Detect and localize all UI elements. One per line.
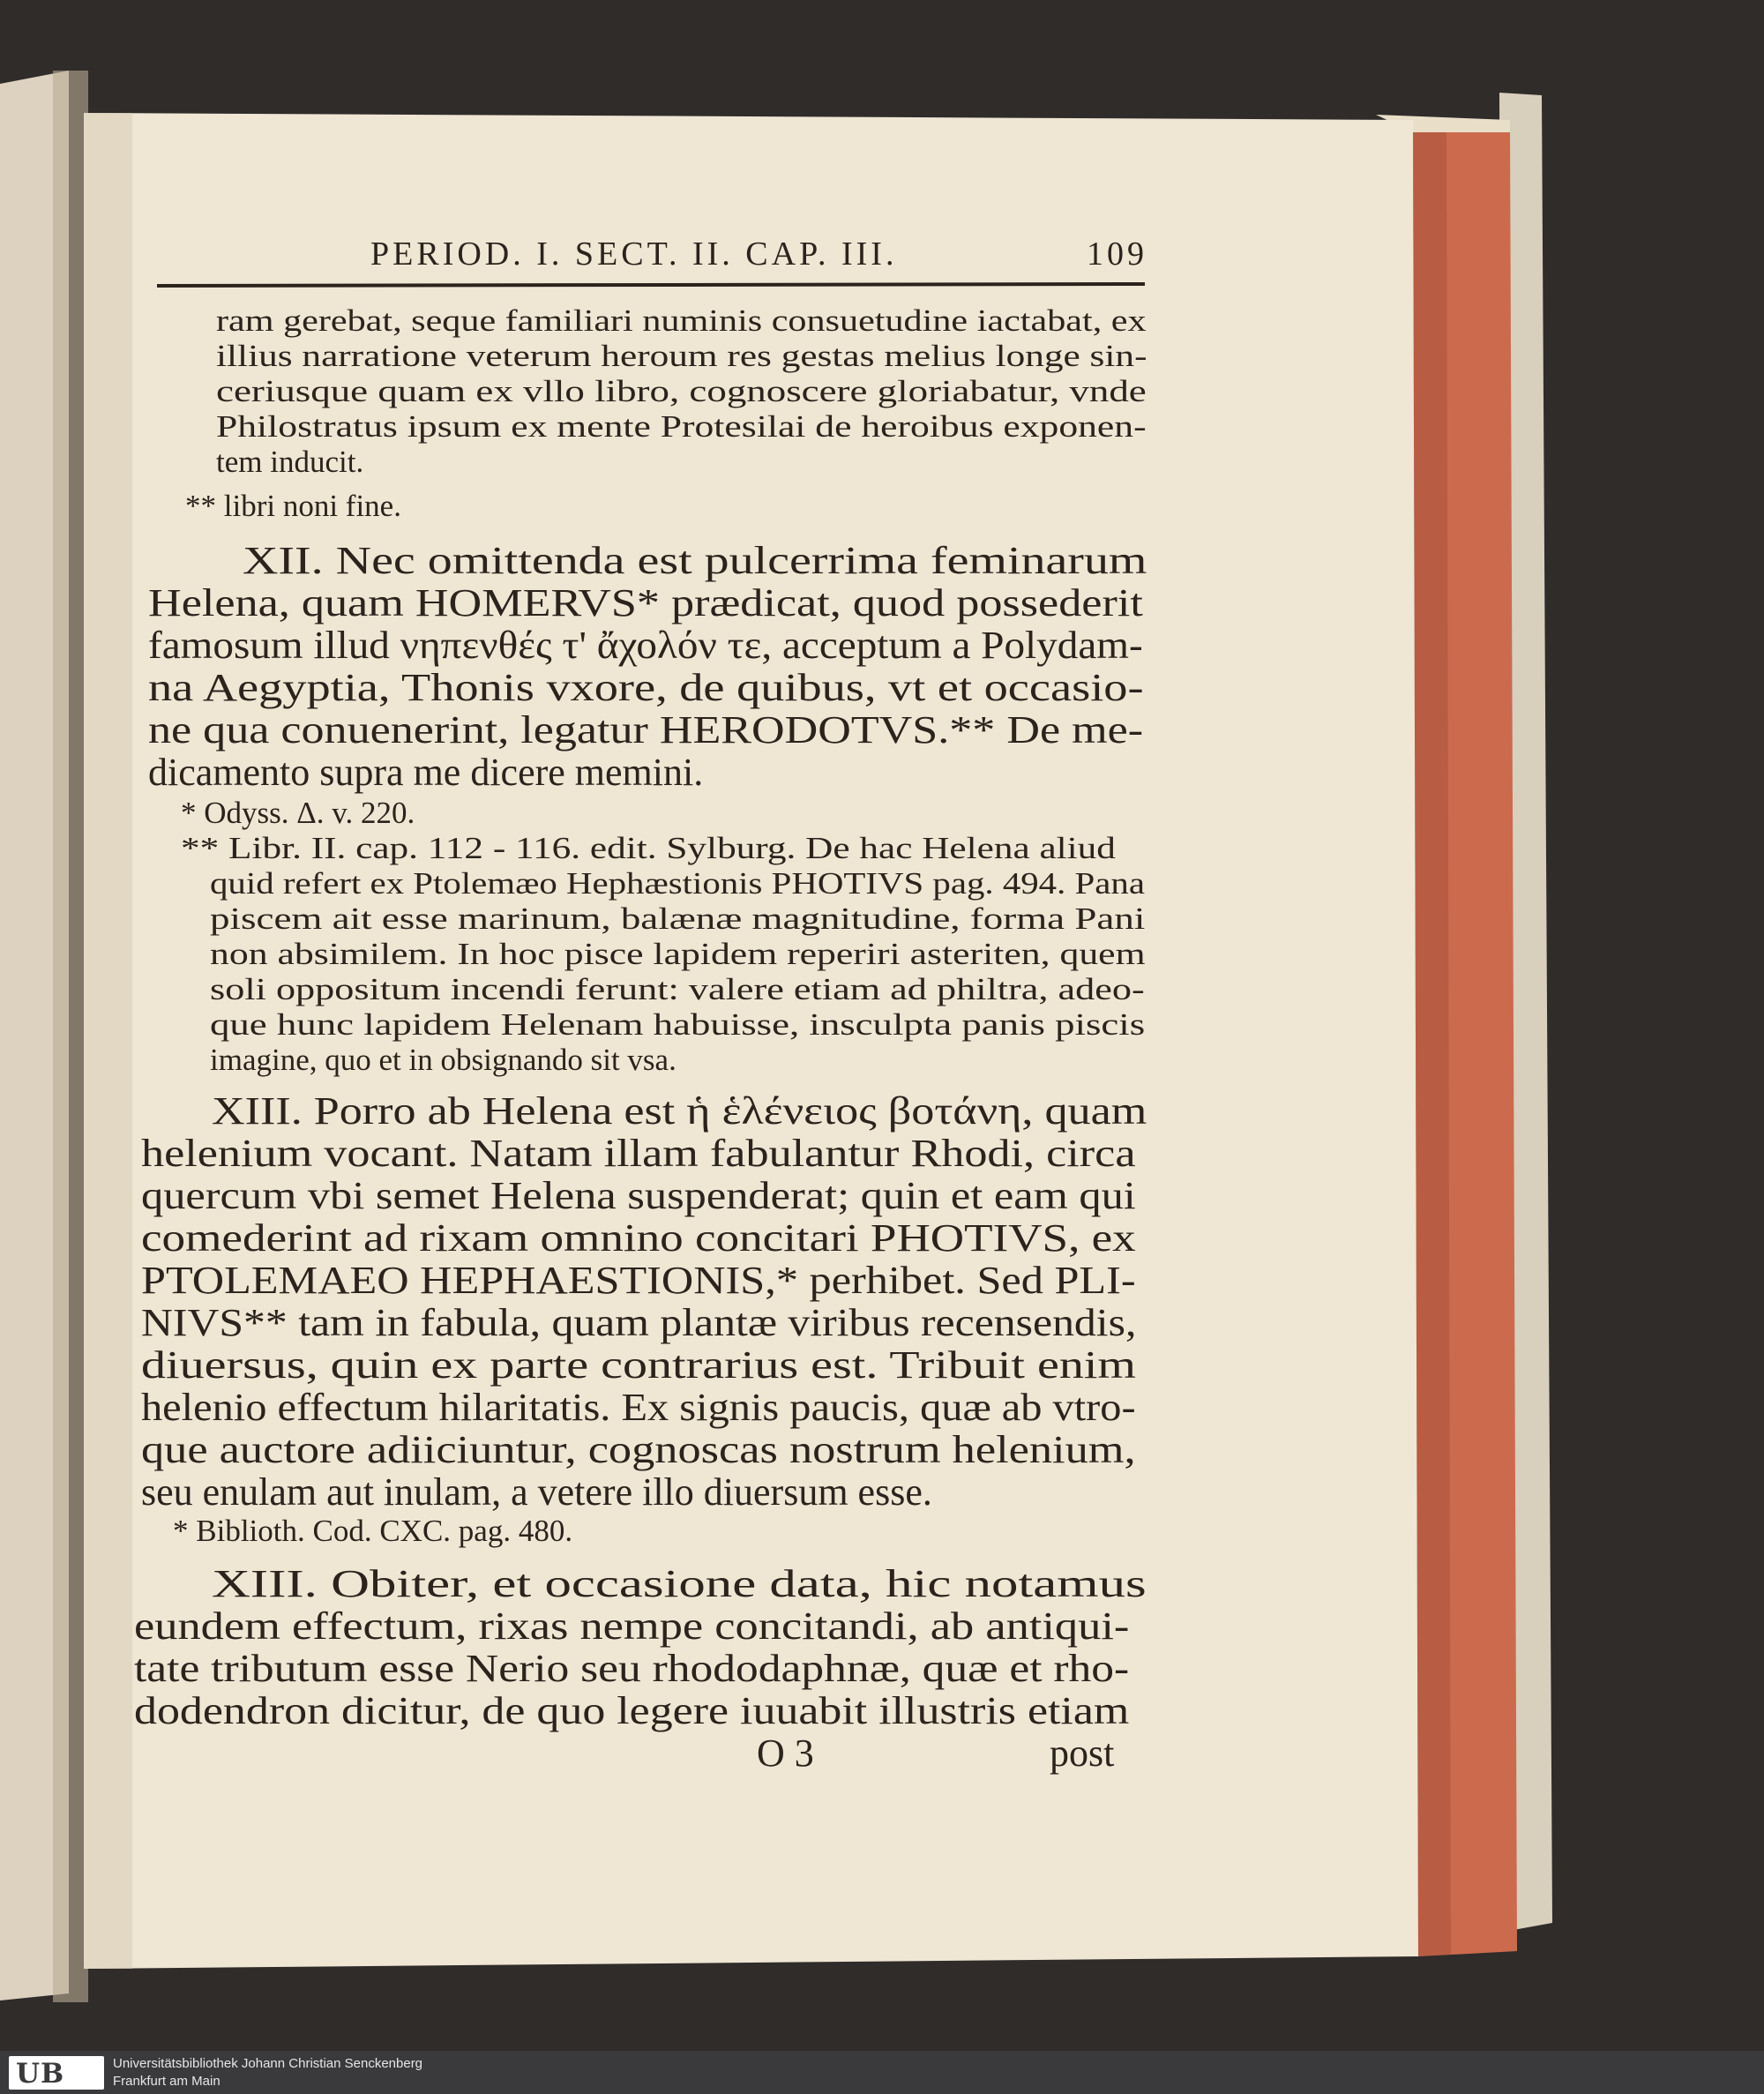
spine-shadow xyxy=(53,71,88,2002)
page-number: 109 xyxy=(1087,236,1147,273)
catchword: post xyxy=(1050,1731,1115,1775)
text-line: eundem effectum, rixas nempe concitandi, ab antiqui- xyxy=(134,1604,1130,1648)
text-line: seu enulam aut inulam, a vetere illo diuersum esse. xyxy=(141,1470,932,1514)
text-line: tate tributum esse Nerio seu rhododaphnæ, quæ et rho- xyxy=(134,1647,1130,1690)
footnote-line: non absimilem. In hoc pisce lapidem reperiri asteriten, quem xyxy=(210,937,1146,971)
text-line: dicamento supra me dicere memini. xyxy=(148,751,704,794)
footnote-line: que hunc lapidem Helenam habuisse, insculpta panis piscis xyxy=(210,1007,1146,1042)
signature-mark: O 3 xyxy=(757,1731,814,1775)
text-line: NIVS** tam in fabula, quam plantæ viribus recensendis, xyxy=(141,1301,1137,1344)
footnote-line: ** Libr. II. cap. 112 - 116. edit. Sylburg. De hac Helena aliud xyxy=(181,831,1116,865)
footnote-line: tem inducit. xyxy=(216,445,364,479)
library-logo-text: UB xyxy=(16,2058,65,2090)
footnote-line: ram gerebat, seque familiari numinis consuetudine iactabat, ex xyxy=(216,303,1147,338)
footnote-line: ** libri noni fine. xyxy=(185,489,401,523)
text-line: XII. Nec omittenda est pulcerrima feminarum xyxy=(243,539,1147,582)
header-rule xyxy=(157,284,1145,286)
text-line: comederint ad rixam omnino concitari PHOTIVS, ex xyxy=(141,1216,1136,1260)
footnote-line: soli oppositum incendi ferunt: valere etiam ad philtra, adeo- xyxy=(210,972,1145,1006)
text-line: Helena, quam HOMERVS* prædicat, quod possederit xyxy=(148,581,1143,624)
text-line: na Aegyptia, Thonis vxore, de quibus, vt et occasio- xyxy=(148,666,1144,709)
text-line: famosum illud νηπενθές τ' ἄχολόν τε, acceptum a Polydam- xyxy=(148,624,1143,667)
text-line: que auctore adiiciuntur, cognoscas nostrum helenium, xyxy=(141,1428,1136,1471)
text-line: helenio effectum hilaritatis. Ex signis paucis, quæ ab vtro- xyxy=(141,1386,1136,1429)
text-line: ne qua conuenerint, legatur HERODOTVS.** De me- xyxy=(148,708,1144,752)
footnote-line: quid refert ex Ptolemæo Hephæstionis PHOTIVS pag. 494. Pana xyxy=(210,866,1145,901)
text-line: XIII. Obiter, et occasione data, hic notamus xyxy=(212,1562,1147,1605)
footnote-line: ceriusque quam ex vllo libro, cognoscere gloriabatur, vnde xyxy=(216,374,1147,408)
footnote-line: piscem ait esse marinum, balænæ magnitudine, forma Pani xyxy=(210,901,1146,936)
text-line: quercum vbi semet Helena suspenderat; quin et eam qui xyxy=(141,1174,1136,1217)
page-gutter-shade xyxy=(84,113,132,1969)
footnote-line: imagine, quo et in obsignando sit vsa. xyxy=(210,1043,676,1077)
text-line: dodendron dicitur, de quo legere iuuabit illustris etiam xyxy=(134,1689,1130,1732)
text-line: diuersus, quin ex parte contrarius est. Tribuit enim xyxy=(141,1343,1136,1387)
library-city: Frankfurt am Main xyxy=(113,2074,220,2089)
library-name: Universitätsbibliothek Johann Christian Senckenberg xyxy=(113,2056,423,2071)
footnote-line: * Biblioth. Cod. CXC. pag. 480. xyxy=(173,1514,573,1548)
footnote-line: illius narratione veterum heroum res gestas melius longe sin- xyxy=(216,339,1147,373)
footnote-line: Philostratus ipsum ex mente Protesilai de heroibus exponen- xyxy=(216,409,1147,444)
text-line: XIII. Porro ab Helena est ἡ ἑλένειος βοτάνη, quam xyxy=(212,1089,1147,1133)
running-title: PERIOD. I. SECT. II. CAP. III. xyxy=(370,236,898,273)
footnote-line: * Odyss. Δ. v. 220. xyxy=(181,796,415,830)
text-line: helenium vocant. Natam illam fabulantur Rhodi, circa xyxy=(141,1132,1136,1175)
text-line: PTOLEMAEO HEPHAESTIONIS,* perhibet. Sed PLI- xyxy=(141,1259,1136,1302)
fore-edge-shade xyxy=(1413,122,1451,1956)
